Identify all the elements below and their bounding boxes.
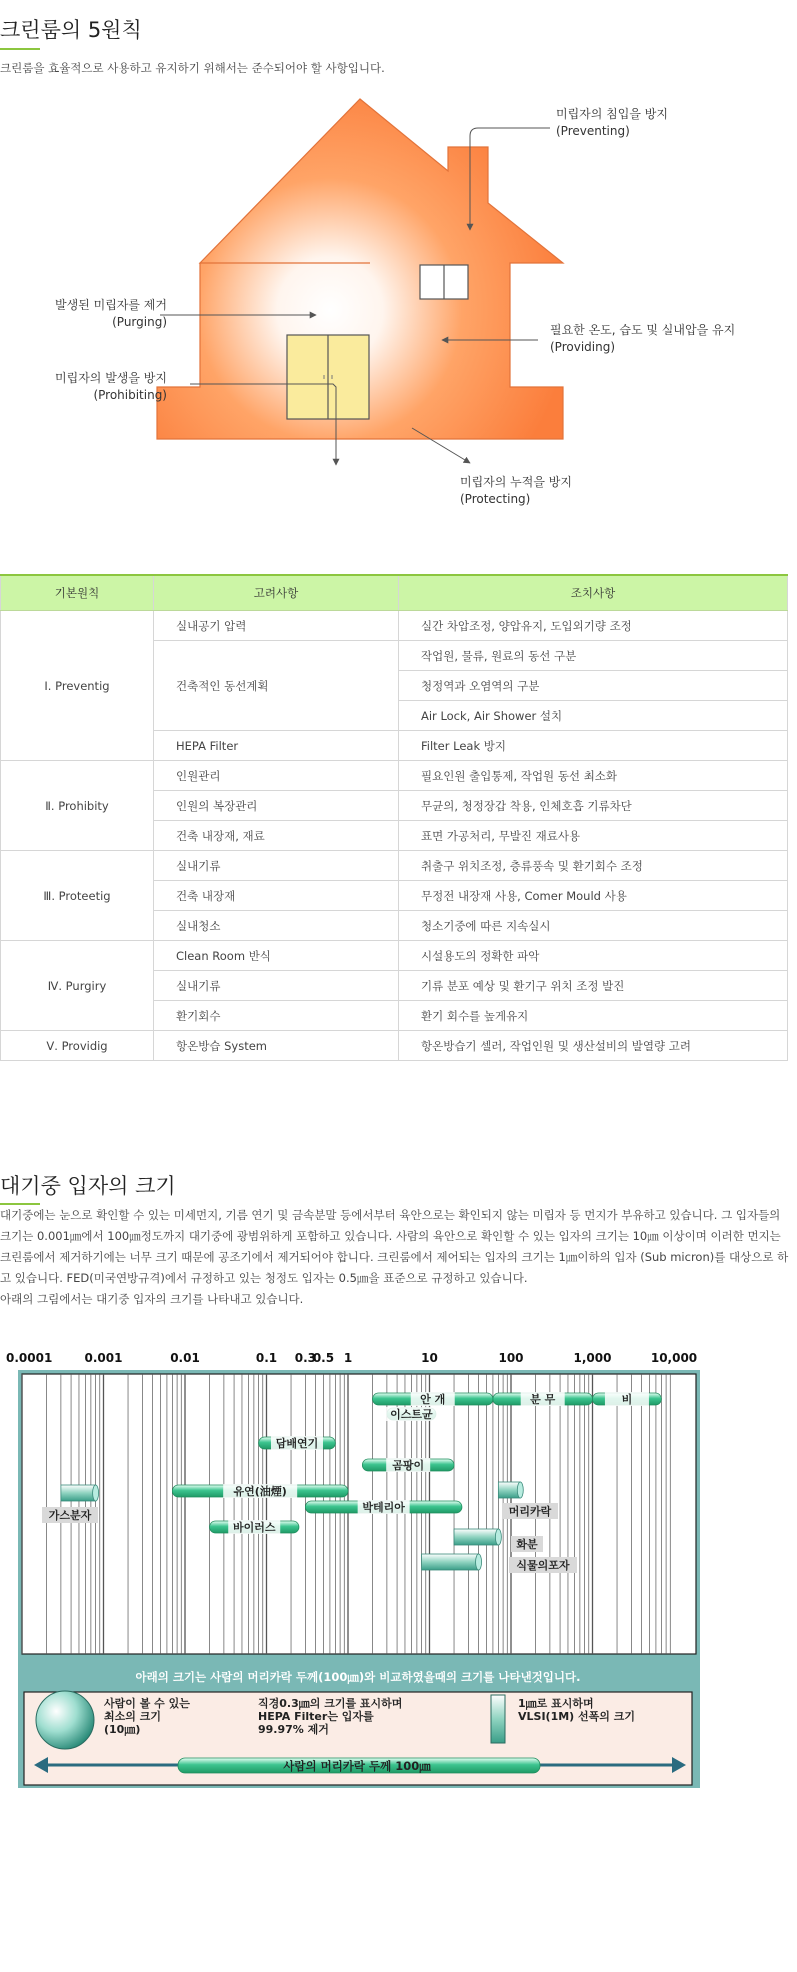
action-cell: 취출구 위치조정, 층류풍속 및 환기회수 조정 (399, 851, 788, 881)
action-cell: 필요인원 출입통제, 작업원 동선 최소화 (399, 761, 788, 791)
action-cell: 실간 차압조정, 양압유지, 도입외기량 조정 (399, 611, 788, 641)
principles-table (0, 574, 788, 1061)
paragraph-text: 아래의 그림에서는 대기중 입자의 크기를 나타내고 있습니다. (0, 1292, 304, 1306)
legend-visible-text: 최소의 크기 (104, 1710, 161, 1723)
header-principle: 기본원칙 (1, 575, 154, 611)
tick-label: 0.3 (294, 1351, 317, 1365)
consider-cell: 인원관리 (154, 761, 399, 791)
label-protecting: 미립자의 누적을 방지 (Protecting) (460, 475, 572, 506)
label-providing: 필요한 온도, 습도 및 실내압을 유지 (Providing) (550, 323, 736, 354)
tick-label: 0.5 (312, 1351, 335, 1365)
legend-vlsi-text: 1㎛로 표시하며 (518, 1697, 594, 1710)
range-label: 유연(油煙) (233, 1485, 287, 1498)
action-cell: 환기 회수를 높게유지 (399, 1001, 788, 1031)
category-cell: Ⅴ. Providig (1, 1031, 154, 1061)
section-intro: 크린룸을 효율적으로 사용하고 유지하기 위해서는 준수되어야 할 사항입니다. (0, 61, 385, 75)
legend-hepa-text: 직경0.3㎛의 크기를 표시하며 (258, 1697, 403, 1710)
consider-cell: 실내기류 (154, 851, 399, 881)
legend-visible-text: (10㎛) (104, 1723, 141, 1736)
tick-label: 0.1 (255, 1351, 278, 1365)
range-label: 분 무 (530, 1393, 556, 1406)
action-cell: 무정전 내장재 사용, Comer Mould 사용 (399, 881, 788, 911)
marker-cylinder-end (93, 1485, 99, 1501)
marker-cylinder (454, 1529, 498, 1545)
legend-visible-text: 사람이 볼 수 있는 (104, 1697, 190, 1710)
category-cell: Ⅱ. Prohibity (1, 761, 154, 851)
tick-label: 1,000 (573, 1351, 612, 1365)
legend-hepa-text: HEPA Filter는 입자를 (258, 1710, 374, 1723)
tick-label: 0.001 (84, 1351, 123, 1365)
paragraph-text: 대기중에는 눈으로 확인할 수 있는 미세먼지, 기름 연기 및 금속분말 등에서부터 육안으로는 확인되지 않는 미립자 등 먼지가 부유하고 있습니다. 그 입자들의 크기는 0.001㎛에서 100㎛정도까지 대기중에 광범위하게 포함하고 있습니다. 사람의 육안으로 확인할 수 있는 입자의 크기는 10㎛ 이상이며 이러한 먼지는 크린룸에서 제거하기에는 너무 크기 때문에 공조기에서 제거되어야 합니다. 크린룸에서 제어되는 입자의 크기는 1㎛이하의 입자 (Sub micron)를 대상으로 하고 있습니다. FED(미국연방규격)에서 규정하고 있는 청정도 입자는 0.5㎛을 표준으로 규정하고 있습니다. (0, 1208, 789, 1285)
action-cell: 기류 분포 예상 및 환기구 위치 조정 발진 (399, 971, 788, 1001)
table-header-row (1, 575, 788, 611)
marker-cylinder (61, 1485, 96, 1501)
action-cell: 작업원, 물류, 원료의 동선 구분 (399, 641, 788, 671)
section-title-particles: 대기중 입자의 크기 (0, 1174, 176, 1198)
label-prohibiting: 미립자의 발생을 방지 (Prohibiting) (55, 371, 167, 402)
consider-cell: HEPA Filter (154, 731, 399, 761)
marker-label: 가스분자 (48, 1509, 92, 1522)
header-consideration: 고려사항 (154, 575, 399, 611)
action-cell: Filter Leak 방지 (399, 731, 788, 761)
category-cell: Ⅳ. Purgiry (1, 941, 154, 1031)
visible-size-circle (36, 1691, 94, 1749)
action-cell: 청소기중에 따른 지속실시 (399, 911, 788, 941)
hair-bar-label: 사람의 머리카락 두께 100㎛ (283, 1759, 431, 1773)
legend-hepa-text: 99.97% 제거 (258, 1723, 329, 1736)
action-cell: 청정역과 오염역의 구분 (399, 671, 788, 701)
marker-label: 머리카락 (508, 1505, 552, 1518)
consider-cell: 건축 내장재, 재료 (154, 821, 399, 851)
tick-label: 1 (343, 1351, 353, 1365)
action-cell: 무균의, 청정장갑 착용, 인체호흡 기류차단 (399, 791, 788, 821)
category-cell: Ⅲ. Proteetig (1, 851, 154, 941)
tick-label: 10,000 (650, 1351, 698, 1365)
category-cell: Ⅰ. Preventig (1, 611, 154, 761)
marker-label: 식물의포자 (516, 1559, 570, 1572)
table-row (1, 941, 788, 971)
range-label: 이스트균 (390, 1408, 433, 1421)
label-purging: 발생된 미립자를 제거 (Purging) (55, 298, 167, 329)
consider-cell: Clean Room 반식 (154, 941, 399, 971)
legend-vlsi-text: VLSI(1M) 선폭의 크기 (518, 1710, 635, 1723)
vlsi-bar (491, 1695, 505, 1743)
range-label: 박테리아 (362, 1501, 405, 1514)
action-cell: 항온방습기 셀러, 작업인원 및 생산설비의 발열량 고려 (399, 1031, 788, 1061)
header-action: 조치사항 (399, 575, 788, 611)
house-door (287, 335, 369, 419)
tick-label: 0.01 (170, 1351, 200, 1365)
consider-cell: 건축 내장재 (154, 881, 399, 911)
consider-cell: 건축적인 동선계획 (154, 641, 399, 731)
consider-cell: 실내청소 (154, 911, 399, 941)
consider-cell: 항온방습 System (154, 1031, 399, 1061)
range-label: 비 (621, 1393, 633, 1406)
marker-cylinder-end (476, 1554, 482, 1570)
tick-label: 10 (421, 1351, 438, 1365)
marker-cylinder-end (495, 1529, 501, 1545)
label-preventing: 미립자의 침입을 방지 (Preventing) (556, 107, 668, 138)
marker-cylinder-end (517, 1482, 523, 1498)
particles-paragraph (0, 1205, 790, 1310)
consider-cell: 실내공기 압력 (154, 611, 399, 641)
tick-label: 0.0001 (6, 1351, 53, 1365)
particle-size-chart (0, 1340, 797, 1860)
range-label: 바이러스 (232, 1521, 276, 1534)
consider-cell: 인원의 복장관리 (154, 791, 399, 821)
section-title-cleanroom: 크린룸의 5원칙 (0, 18, 142, 42)
house-window (420, 265, 468, 299)
range-label: 안 개 (420, 1393, 446, 1406)
marker-label: 화분 (516, 1538, 538, 1551)
table-row (1, 761, 788, 791)
range-label: 담배연기 (275, 1437, 319, 1450)
table-row (1, 851, 788, 881)
consider-cell: 실내기류 (154, 971, 399, 1001)
table-row (1, 1031, 788, 1061)
action-cell: 시설용도의 정확한 파악 (399, 941, 788, 971)
tick-label: 100 (498, 1351, 524, 1365)
action-cell: Air Lock, Air Shower 설치 (399, 701, 788, 731)
title-underline (0, 48, 40, 50)
chart-caption: 아래의 크기는 사람의 머리카락 두께(100㎛)와 비교하였을때의 크기를 나타낸것입니다. (135, 1670, 581, 1684)
marker-cylinder (422, 1554, 479, 1570)
consider-cell: 환기회수 (154, 1001, 399, 1031)
range-label: 곰팡이 (392, 1459, 425, 1472)
action-cell: 표면 가공처리, 무발진 재료사용 (399, 821, 788, 851)
table-row (1, 611, 788, 641)
